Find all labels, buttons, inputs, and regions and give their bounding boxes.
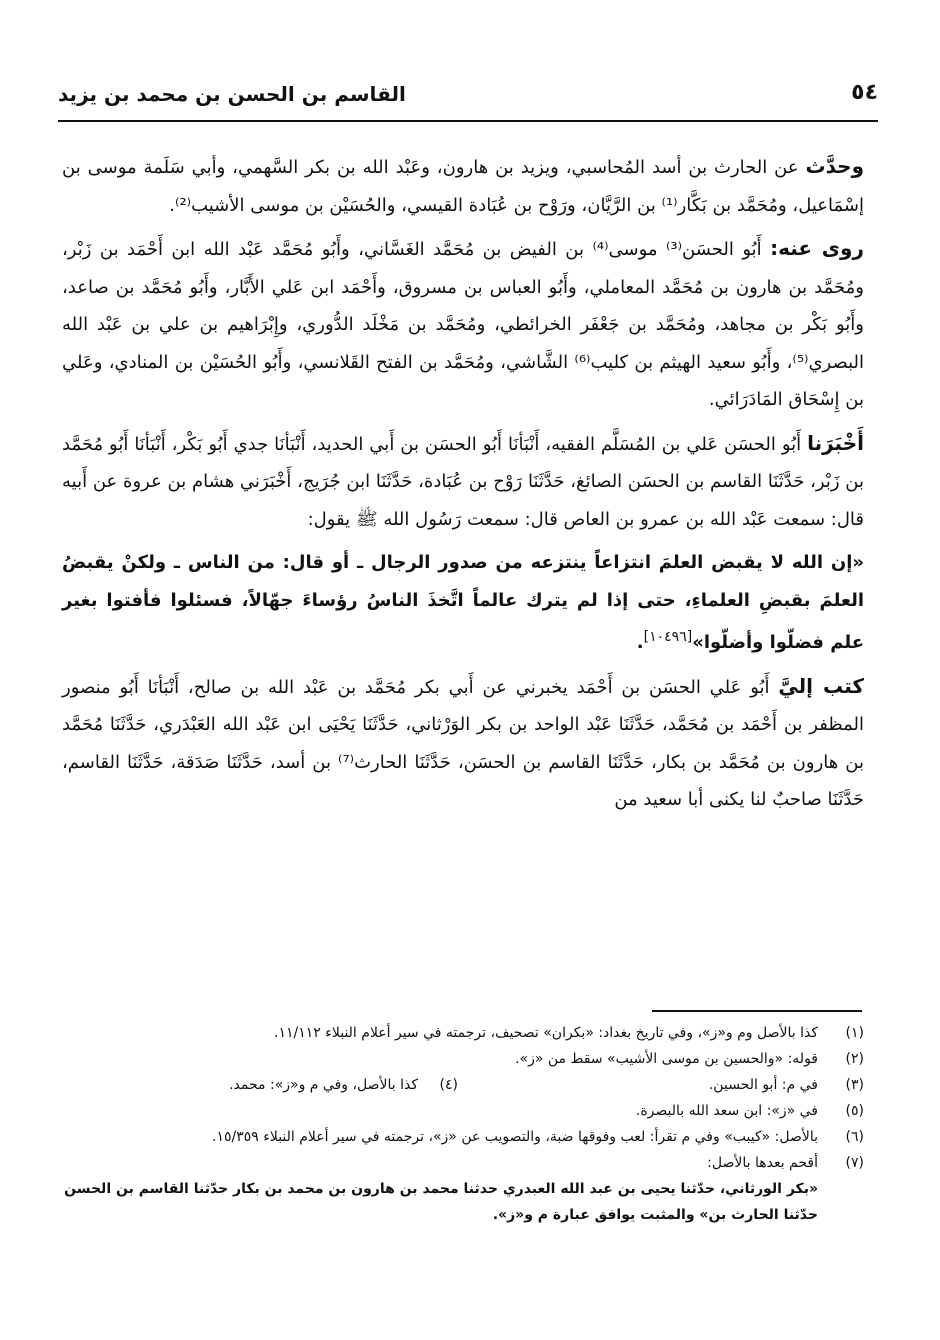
paragraph-lead: وحدَّث (805, 154, 864, 178)
hadith-text: «إن الله لا يقبض العلمَ انتزاعاً ينتزعه من صدور الرجال ـ أو قال: من الناس ـ ولكنْ يقبضُ العلمَ بقبضِ العلماءِ، حتى إذا لم يترك عالماً اتَّخذَ الناسُ رؤساءَ جهّالاً، فسئلوا فأفتوا بغير علم فضلّوا وأضلّوا» (62, 552, 864, 653)
footnote-number: (٢) (845, 1051, 864, 1067)
footnote-number: (١) (845, 1025, 864, 1041)
paragraph-lead: روى عنه: (770, 236, 864, 260)
paragraph-text: أَبُو الحسَن⁽³⁾ موسى⁽⁴⁾ بن الفيض بن مُحَمَّد الغَسَّاني، وأَبُو مُحَمَّد عَبْد الله ابن أَحْمَد بن زَبْر، ومُحَمَّد بن هارون بن مُحَمَّد المعاملي، وأَبُو العباس بن مسروق، وأَحْمَد ابن عَلي الأَبَّار، وأَبُو مُحَمَّد بن صاعد، وأَبُو بَكْر بن مجاهد، ومُحَمَّد بن جَعْفَر الخرائطي، ومُحَمَّد بن مَخْلَد الدُّوري، وإِبْرَاهيم بن علي بن عَبْد الله البصري⁽⁵⁾، وأَبُو سعيد الهيثم بن كليب⁽⁶⁾ الشَّاشي، ومُحَمَّد بن الفتح القَلانسي، وأَبُو الحُسَيْن بن المنادي، وعَلي بن إِسْحَاق المَادَرَائي. (62, 239, 864, 410)
footnote-number: (٦) (845, 1129, 864, 1145)
footnote-text: في «ز»: ابن سعد الله بالبصرة. (635, 1103, 818, 1119)
footnote-number: (٤) (439, 1077, 458, 1093)
paragraph-isnad (62, 425, 864, 539)
page-header (58, 78, 878, 118)
footnote-number: (٧) (845, 1155, 864, 1171)
footnote-number: (٥) (845, 1103, 864, 1119)
paragraph-text: أَبُو الحسَن عَلي بن المُسَلَّم الفقيه، أَنْبَأنَا أَبُو الحسَن بن أَبي الحديد، أَنْبَأنَا جدي أَبُو بَكْر، أَنْبَأنَا أَبُو مُحَمَّد بن زَبْر، حَدَّثَنَا القاسم بن الحسَن الصائغ، حَدَّثَنَا رَوْح بن عُبَادة، حَدَّثَنَا ابن جُرَيج، أَخْبَرَني هشام بن عروة عن أَبيه قال: سمعت عَبْد الله بن عمرو بن العاص قال: سمعت رَسُول الله ﷺ يقول: (62, 433, 864, 530)
footnote-text: كذا بالأصل، وفي م و«ز»: محمد. (229, 1077, 418, 1093)
footnote-text: قوله: «والحسين بن موسى الأشيب» سقط من «ز». (515, 1051, 818, 1067)
footnote-row (62, 1072, 864, 1098)
footnote-text: كذا بالأصل وم و«ز»، وفي تاريخ بغداد: «بكران» تصحيف، ترجمته في سير أعلام النبلاء ١١/١١٢. (274, 1025, 818, 1041)
footnote-1 (62, 1020, 864, 1046)
footnote-5 (62, 1098, 864, 1124)
footnote-2 (62, 1046, 864, 1072)
footnotes (62, 1020, 864, 1228)
paragraph-text: عن الحارث بن أسد المُحاسبي، ويزيد بن هارون، وعَبْد الله بن بكر السَّهمي، وأبي سَلَمة موسى بن إسْمَاعيل، ومُحَمَّد بن بَكَّار⁽¹⁾ بن الرَّيَّان، ورَوْح بن عُبَادة القيسي، والحُسَيْن بن موسى الأشيب⁽²⁾. (62, 157, 864, 216)
paragraph-narrated-from (62, 148, 864, 224)
footnote-7 (62, 1150, 864, 1176)
paragraph-hadith: «إن الله لا يقبض العلمَ انتزاعاً ينتزعه من صدور الرجال ـ أو قال: من الناس ـ ولكنْ يقبضُ العلمَ بقبضِ العلماءِ، حتى إذا لم يترك عالماً اتَّخذَ الناسُ رؤساءَ جهّالاً، فسئلوا فأفتوا بغير علم فضلّوا وأضلّوا»[١٠٤٩٦]. (62, 552, 864, 653)
footnote-rule (652, 1010, 862, 1012)
hadith-reference: [١٠٤٩٦] (643, 629, 693, 645)
footnote-text: بالأصل: «كيبب» وفي م تقرأ: لعب وفوقها ضبة، والتصويب عن «ز»، ترجمته في سير أعلام النبلاء ١٥/٣٥٩. (212, 1129, 818, 1145)
footnote-6 (62, 1124, 864, 1150)
paragraph-second-isnad (62, 668, 864, 819)
footnote-text: في م: أبو الحسين. (708, 1077, 818, 1093)
footnote-text: أقحم بعدها بالأصل: (707, 1155, 818, 1171)
header-rule (58, 120, 878, 122)
footnote-3 (458, 1072, 864, 1098)
footnote-4 (62, 1072, 458, 1098)
paragraph-text: أَبُو عَلي الحسَن بن أَحْمَد يخبرني عن أَبي بكر مُحَمَّد بن عَبْد الله بن صالح، أَنْبَأنَا أَبُو منصور المظفر بن أَحْمَد بن مُحَمَّد، حَدَّثَنَا عَبْد الواحد بن بكر الوَرْثاني، حَدَّثَنَا يَحْيَى ابن عَبْد الله العَبْدَري، حَدَّثَنَا مُحَمَّد بن هارون بن مُحَمَّد بن بكار، حَدَّثَنَا القاسم بن الحسَن، حَدَّثَنَا الحارث⁽⁷⁾ بن أسد، حَدَّثَنَا صَدَقة، حَدَّثَنَا القاسم، حَدَّثَنَا صاحبٌ لنا يكنى أبا سعيد من (62, 676, 864, 810)
footnote-number: (٣) (845, 1077, 864, 1093)
running-title: القاسم بن الحسن بن محمد بن يزيد (58, 82, 406, 106)
main-text (62, 148, 864, 825)
paragraph-lead: أَخْبَرَنا (807, 430, 864, 455)
page-number: ٥٤ (851, 80, 878, 105)
paragraph-narrated-by (62, 230, 864, 419)
footnote-7-quote: «بكر الورثاني، حدّثنا يحيى بن عبد الله العبدري حدثنا محمد بن هارون بن محمد بن بكار حدّثنا القاسم بن الحسن حدّثنا الحارث بن» والمثبت يوافق عبارة م و«ز». (64, 1181, 818, 1223)
paragraph-lead: كتب إليَّ (778, 673, 865, 698)
